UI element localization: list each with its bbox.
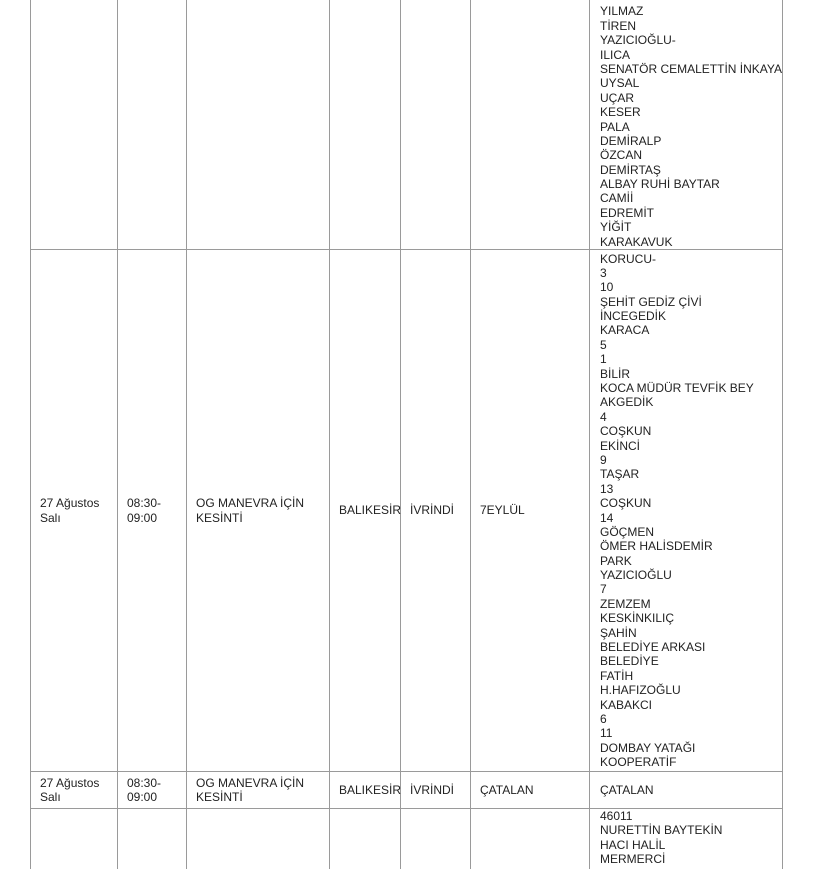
time-cell: 08:30-09:00 <box>118 250 187 772</box>
street-item: UÇAR <box>600 90 635 105</box>
streets-cell <box>590 0 783 250</box>
street-item: ZEMZEM <box>600 596 651 611</box>
street-item: YAZICIOĞLU- <box>600 33 676 48</box>
street-item: PARK <box>600 553 632 568</box>
street-item: BELEDİYE <box>600 654 659 669</box>
time-cell <box>118 0 187 250</box>
date-cell: 27 Ağustos Salı <box>31 250 118 772</box>
street-item: 10 <box>600 280 614 295</box>
street-item: ÖMER HALİSDEMİR <box>600 539 713 554</box>
neighborhood-cell: 7EYLÜL <box>471 250 590 772</box>
street-item: BİLİR <box>600 366 631 381</box>
table-row <box>31 772 783 809</box>
street-item: EDREMİT <box>600 205 654 220</box>
street-item: 5 <box>600 337 607 352</box>
neighborhood-cell: ÇATALAN <box>471 772 590 809</box>
street-item: AKGEDİK <box>600 395 654 410</box>
street-item: YİĞİT <box>600 220 632 235</box>
reason-cell <box>187 0 330 250</box>
district-cell: İVRİNDİ <box>401 772 471 809</box>
street-item: UYSAL <box>600 76 640 91</box>
street-item: 4 <box>600 409 607 424</box>
city-cell: BALIKESİR <box>330 250 401 772</box>
city-cell <box>330 809 401 869</box>
street-item: YAZICIOĞLU <box>600 568 672 583</box>
street-item: İNCEGEDİK <box>600 309 667 324</box>
streets-cell <box>590 250 783 772</box>
district-cell <box>401 809 471 869</box>
street-item: ÖZCAN <box>600 148 642 163</box>
date-cell <box>31 809 118 869</box>
date-cell: 27 Ağustos Salı <box>31 772 118 809</box>
street-item: KESER <box>600 105 641 120</box>
reason-cell: OG MANEVRA İÇİN KESİNTİ <box>187 250 330 772</box>
neighborhood-cell <box>471 809 590 869</box>
street-item: ALBAY RUHİ BAYTAR <box>600 177 720 192</box>
street-item: EKİNCİ <box>600 438 641 453</box>
street-item: 46011 <box>600 809 633 824</box>
street-item: KORUCU- <box>600 251 656 266</box>
time-cell <box>118 809 187 869</box>
city-cell: BALIKESİR <box>330 772 401 809</box>
street-item: DOMBAY YATAĞI <box>600 740 696 755</box>
street-item: MERMERCİ <box>600 852 666 867</box>
street-item: ÇATALAN <box>600 782 654 797</box>
street-item: DEMİRALP <box>600 133 662 148</box>
street-item: KESKİNKILIÇ <box>600 611 675 626</box>
street-item: 11 <box>600 726 613 741</box>
reason-cell <box>187 809 330 869</box>
streets-cell <box>590 772 783 809</box>
street-item: DEMİRTAŞ <box>600 162 661 177</box>
date-cell <box>31 0 118 250</box>
street-item: CAMİİ <box>600 191 634 206</box>
reason-cell: OG MANEVRA İÇİN KESİNTİ <box>187 772 330 809</box>
street-item: KOOPERATİF <box>600 755 677 770</box>
street-item: 1 <box>600 352 607 367</box>
outage-table-wrapper <box>30 0 782 869</box>
table-row <box>31 0 783 250</box>
street-item: KARACA <box>600 323 650 338</box>
street-item: ŞEHİT GEDİZ ÇİVİ <box>600 294 702 309</box>
street-item: TAŞAR <box>600 467 640 482</box>
street-item: YILMAZ <box>600 4 644 19</box>
street-item: 7 <box>600 582 607 597</box>
streets-cell <box>590 809 783 869</box>
street-item: KABAKCI <box>600 697 653 712</box>
street-item: 9 <box>600 452 607 467</box>
street-item: GÖÇMEN <box>600 524 654 539</box>
street-item: 14 <box>600 510 614 525</box>
district-cell <box>401 0 471 250</box>
street-item: KOCA MÜDÜR TEVFİK BEY <box>600 381 754 396</box>
street-item: ŞAHİN <box>600 625 637 640</box>
street-item: HACI HALİL <box>600 837 666 852</box>
street-item: BELEDİYE ARKASI <box>600 640 706 655</box>
street-item: 13 <box>600 481 614 496</box>
street-item: 3 <box>600 265 607 280</box>
outage-table <box>30 0 783 869</box>
neighborhood-cell <box>471 0 590 250</box>
table-row <box>31 250 783 772</box>
street-item: 6 <box>600 712 607 726</box>
street-item: PALA <box>600 119 630 134</box>
street-item: H.HAFIZOĞLU <box>600 683 681 698</box>
street-item: COŞKUN <box>600 424 652 439</box>
street-item: ILICA <box>600 47 631 62</box>
time-cell: 08:30-09:00 <box>118 772 187 809</box>
street-item: TİREN <box>600 18 636 33</box>
street-item: NURETTİN BAYTEKİN <box>600 823 723 838</box>
city-cell <box>330 0 401 250</box>
district-cell: İVRİNDİ <box>401 250 471 772</box>
street-item: COŞKUN <box>600 496 652 511</box>
street-item: KARAKAVUK <box>600 234 673 249</box>
street-item: FATİH <box>600 668 634 683</box>
street-item: SENATÖR CEMALETTİN İNKAYA <box>600 61 783 76</box>
table-row <box>31 809 783 869</box>
